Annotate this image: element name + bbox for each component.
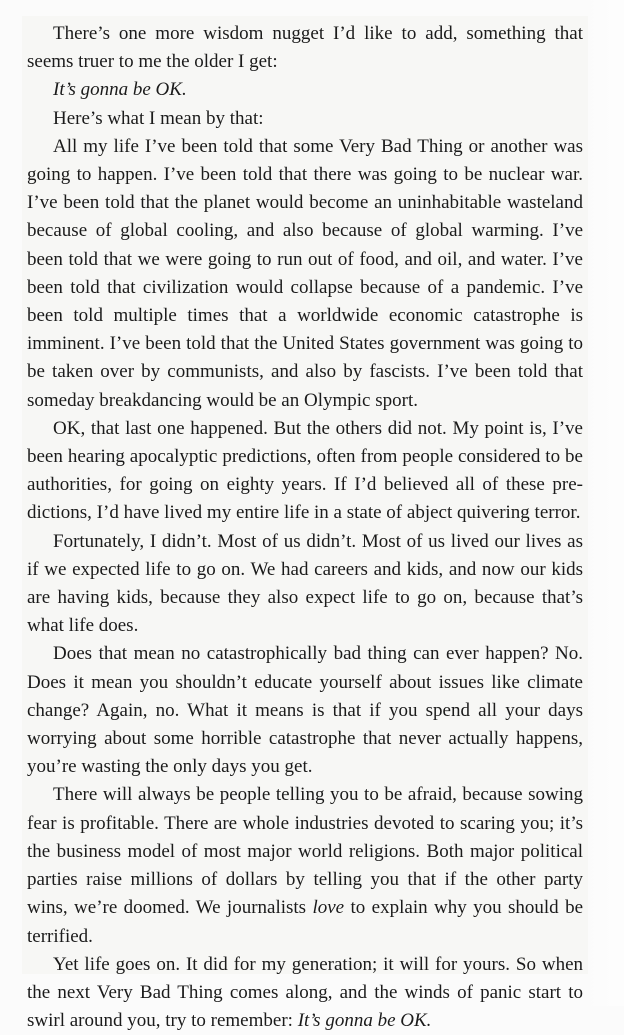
paragraph-1: There’s one more wisdom nugget I’d like to add, something that seems truer to me the older I get: (27, 23, 583, 73)
book-page (22, 16, 588, 1032)
paragraph-7: Does that mean no catastrophically bad thing can ever happen? No. Does it mean you shouldn’t educate yourself about issues like climate change? Again, no. What it means is that if you spend all your days worrying about some horrible catastrophe that never actually happens, you’re wasting the only days you get. (27, 643, 583, 778)
paragraph-9-emphasis: It’s gonna be OK. (297, 1010, 432, 1032)
paragraph-5: OK, that last one happened. But the others did not. My point is, I’ve been hearing apocalyptic predictions, often from people considered to be authorities, for going on eighty years. If I’d believed all of these predictions, I’d have lived my entire life in a state of abject quivering terror. (27, 417, 583, 524)
paragraph-9-text-before: Yet life goes on. It did for my generation; it will for yours. So when the next Very Bad Thing comes along, and the winds of panic start to swirl around you, try to remember: (27, 953, 583, 1032)
page-edge (588, 0, 624, 1006)
paragraph-8-text-after: to explain why you should be terrified. (27, 897, 583, 947)
paragraph-8 (27, 781, 583, 950)
paragraph-2-motto: It’s gonna be OK. (53, 79, 187, 101)
paragraph-8-emphasis: love (312, 897, 345, 919)
paragraph-8-text-before: There will always be people telling you to be afraid, because sowing fear is profitable. There are whole industries devoted to scaring you; it’s the business model of most major world religions. Both major political parties raise millions of dollars by telling you that if the other party wins, we’re doomed. We journalists (27, 784, 583, 919)
paragraph-9 (27, 951, 583, 1035)
paragraph-4: All my life I’ve been told that some Very Bad Thing or another was going to happen. I’ve been told that there was going to be nuclear war. I’ve been told that the planet would become an uninhabitable wasteland because of global cooling, and also because of global warming. I’ve been told that we were going to run out of food, and oil, and water. I’ve been told that civilization would collapse because of a pandemic. I’ve been told multiple times that a worldwide economic catastrophe is imminent. I’ve been told that the United States government was going to be taken over by communists, and also by fascists. I’ve been told that someday breakdancing would be an Olympic sport. (27, 135, 583, 411)
paragraph-6: Fortunately, I didn’t. Most of us didn’t. Most of us lived our lives as if we expected life to go on. We had careers and kids, and now our kids are having kids, because they also expect life to go on, because that’s what life does. (27, 530, 583, 637)
body-text (27, 20, 583, 1035)
paragraph-3: Here’s what I mean by that: (53, 107, 264, 129)
